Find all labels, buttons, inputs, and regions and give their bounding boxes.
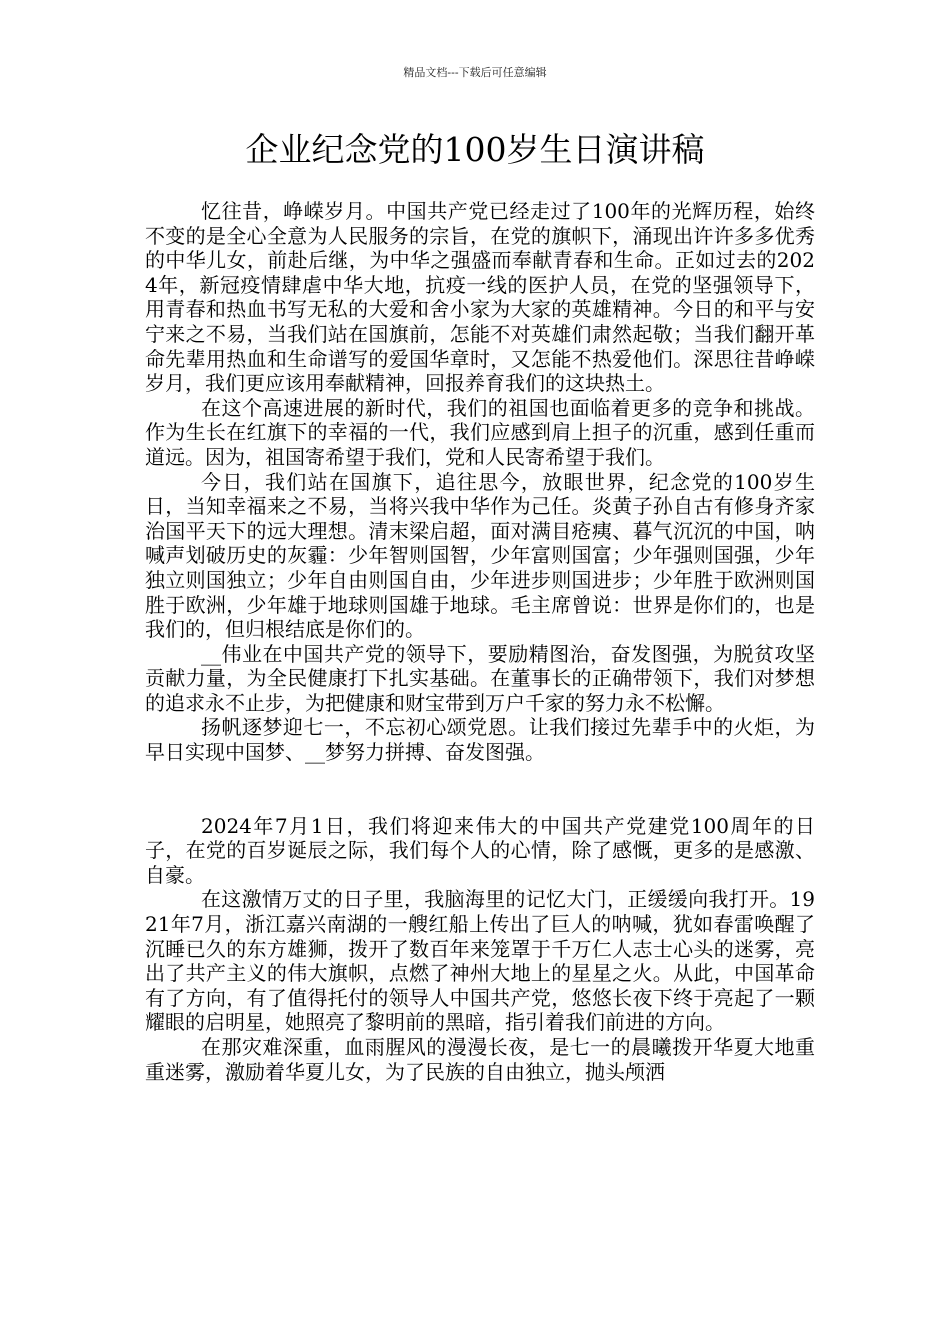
document-body <box>145 199 815 1084</box>
paragraph: 2024年7月1日，我们将迎来伟大的中国共产党建党100周年的日子，在党的百岁诞辰之际，我们每个人的心情，除了感慨，更多的是感激、自豪。 <box>145 813 815 887</box>
paragraph: 在这激情万丈的日子里，我脑海里的记忆大门，正缓缓向我打开。1921年7月，浙江嘉兴南湖的一艘红船上传出了巨人的呐喊，犹如春雷唤醒了沉睡已久的东方雄狮，拨开了数百年来笼罩于千万仁人志士心头的迷雾，亮出了共产主义的伟大旗帜，点燃了神州大地上的星星之火。从此，中国革命有了方向，有了值得托付的领导人中国共产党，悠悠长夜下终于亮起了一颗耀眼的启明星，她照亮了黎明前的黑暗，指引着我们前进的方向。 <box>145 887 815 1035</box>
section-spacer <box>145 765 815 814</box>
paragraph: 在这个高速进展的新时代，我们的祖国也面临着更多的竞争和挑战。作为生长在红旗下的幸福的一代，我们应感到肩上担子的沉重，感到任重而道远。因为，祖国寄希望于我们，党和人民寄希望于我们。 <box>145 395 815 469</box>
header-note: 精品文档---下载后可任意编辑 <box>403 66 547 79</box>
paragraph: 忆往昔，峥嵘岁月。中国共产党已经走过了100年的光辉历程，始终不变的是全心全意为人民服务的宗旨，在党的旗帜下，涌现出许许多多优秀的中华儿女，前赴后继，为中华之强盛而奉献青春和生命。正如过去的2024年，新冠疫情肆虐中华大地，抗疫一线的医护人员，在党的坚强领导下，用青春和热血书写无私的大爱和舍小家为大家的英雄精神。今日的和平与安宁来之不易，当我们站在国旗前，怎能不对英雄们肃然起敬；当我们翻开革命先辈用热血和生命谱写的爱国华章时，又怎能不热爱他们。深思往昔峥嵘岁月，我们更应该用奉献精神，回报养育我们的这块热土。 <box>145 199 815 396</box>
paragraph: __伟业在中国共产党的领导下，要励精图治，奋发图强，为脱贫攻坚贡献力量，为全民健康打下扎实基础。在董事长的正确带领下，我们对梦想的追求永不止步，为把健康和财宝带到万户千家的努力永不松懈。 <box>145 641 815 715</box>
paragraph: 今日，我们站在国旗下，追往思今，放眼世界，纪念党的100岁生日，当知幸福来之不易，当将兴我中华作为己任。炎黄子孙自古有修身齐家治国平天下的远大理想。清末梁启超，面对满目疮痍、暮气沉沉的中国，呐喊声划破历史的灰霾：少年智则国智，少年富则国富；少年强则国强，少年独立则国独立；少年自由则国自由，少年进步则国进步；少年胜于欧洲则国胜于欧洲，少年雄于地球则国雄于地球。毛主席曾说：世界是你们的，也是我们的，但归根结底是你们的。 <box>145 469 815 642</box>
paragraph: 扬帆逐梦迎七一，不忘初心颂党恩。让我们接过先辈手中的火炬，为早日实现中国梦、__梦努力拼搏、奋发图强。 <box>145 715 815 765</box>
paragraph: 在那灾难深重，血雨腥风的漫漫长夜，是七一的晨曦拨开华夏大地重重迷雾，激励着华夏儿女，为了民族的自由独立，抛头颅洒 <box>145 1035 815 1084</box>
document-title: 企业纪念党的100岁生日演讲稿 <box>245 130 705 169</box>
